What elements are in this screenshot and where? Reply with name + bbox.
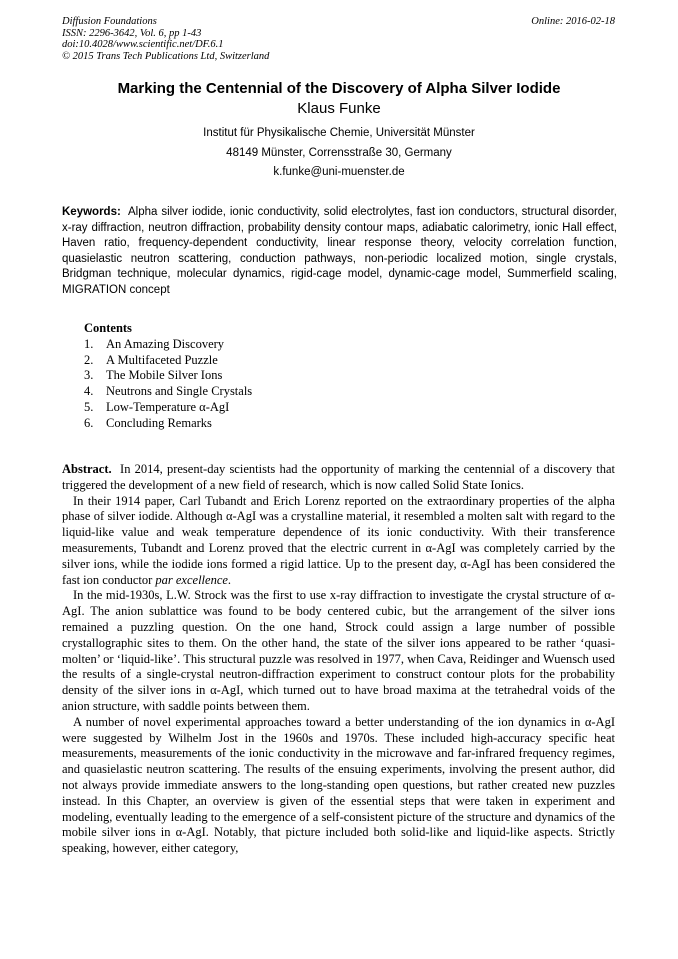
toc-number: 5. [84,399,94,414]
toc-label: Neutrons and Single Crystals [106,384,253,399]
abstract-paragraph [62,494,615,589]
doi-line: doi:10.4028/www.scientific.net/DF.6.1 [62,39,224,50]
author-email: k.funke@uni-muenster.de [273,166,405,178]
toc-number: 3. [84,368,94,383]
keywords-label: Keywords: [62,206,121,218]
toc-item [84,416,252,432]
abstract-text: . [227,572,232,587]
abstract-section [62,462,615,857]
contents-title: Contents [84,321,132,335]
keywords-text: Alpha silver iodide, ionic conductivity, solid electrolytes, fast ion conductors, structural disorder, x-ray diffraction, neutron diffraction, probability density contour maps, adiabatic calorimetry, ionic Hall effect, Haven ratio, frequency-dependent conductivity, linear response theory, velocity correlation function, quasielastic neutron scattering, conduction pathways, non-periodic localized motion, single crystals, Bridgman technique, molecular dynamics, rigid-cage model, dynamic-cage model, Summerfield scaling, MIGRATION concept [62,206,617,296]
contents-section [84,321,252,432]
copyright-line: © 2015 Trans Tech Publications Ltd, Switzerland [62,50,270,62]
paper-title: Marking the Centennial of the Discovery of Alpha Silver Iodide [117,80,561,97]
toc-item [84,400,252,416]
issn-line: ISSN: 2296-3642, Vol. 6, pp 1-43 [62,27,202,39]
abstract-text: In 2014, present-day scientists had the opportunity of marking the centennial of a discovery that triggered the development of a new field of research, which is now called Solid State Ionics. [62,462,616,492]
toc-label: Low-Temperature α-AgI [106,399,230,414]
italic-phrase: par excellence [155,572,228,587]
journal-header [62,16,269,62]
toc-label: The Mobile Silver Ions [106,368,223,383]
toc-number: 2. [84,352,94,367]
affiliation-address: 48149 Münster, Corrensstraße 30, Germany [226,147,452,159]
affiliation-institute: Institut für Physikalische Chemie, Universität Münster [203,127,475,139]
toc-item [84,337,252,353]
abstract-paragraph [62,462,615,494]
toc-item [84,384,252,400]
toc-number: 1. [84,336,94,351]
online-date: Online: 2016-02-18 [531,16,615,27]
toc-label: A Multifaceted Puzzle [106,352,218,367]
abstract-text: In their 1914 paper, Carl Tubandt and Erich Lorenz reported on the extraordinary properties of the alpha phase of silver iodide. Although α-AgI was a crystalline material, it resembled a molten salt with regard to the liquid-like value and weak temperature dependence of its ionic conductivity. With their transference measurements, Tubandt and Lorenz proved that the electric current in α-AgI was completely carried by the silver ions, while the iodide ions formed a rigid lattice. Up to the present day, α-AgI has been considered the fast ion conductor [62,493,615,587]
toc-item [84,353,252,369]
abstract-paragraph: A number of novel experimental approaches toward a better understanding of the ion dynamics in α-AgI were suggested by Wilhelm Jost in the 1960s and 1970s. These included high-accuracy specific heat measurements, measurements of the ionic conductivity in the microwave and far-infrared frequency regimes, and quasielastic neutron scattering. The results of the ensuing experiments, involving the present author, did not always provide immediate answers to the long-standing open questions, but rather created new puzzles instead. In this Chapter, an overview is given of the essential steps that were taken in experiment and modeling, eventually leading to the emergence of a self-consistent picture of the structure and dynamics of the mobile silver ions in α-AgI. Notably, that picture included both solid-like and liquid-like aspects. Strictly speaking, however, either category, [62,714,615,856]
toc-number: 4. [84,384,94,399]
journal-name: Diffusion Foundations [62,16,157,27]
toc-number: 6. [84,415,94,430]
toc-item [84,368,252,384]
author-name: Klaus Funke [297,100,381,117]
toc-label: Concluding Remarks [106,415,212,430]
toc-label: An Amazing Discovery [106,336,225,351]
abstract-label: Abstract. [62,462,112,476]
abstract-paragraph: In the mid-1930s, L.W. Strock was the first to use x-ray diffraction to investigate the crystal structure of α-AgI. The anion sublattice was found to be body centered cubic, but the arrangement of the silver ions remained a puzzling question. On the one hand, Strock could assign a large number of possible crystallographic sites to them. On the other hand, the state of the silver ions appeared to be rather ‘quasi-molten’ or ‘liquid-like’. This structural puzzle was resolved in 1977, when Cava, Reidinger and Wuensch used the results of a single-crystal neutron-diffraction experiment to construct contour plots for the probability density of the silver ions in α-AgI, which turned out to have broad maxima at the tetrahedral voids of the anion structure, with saddle points between them. [62,588,615,713]
keywords-section [62,205,617,298]
